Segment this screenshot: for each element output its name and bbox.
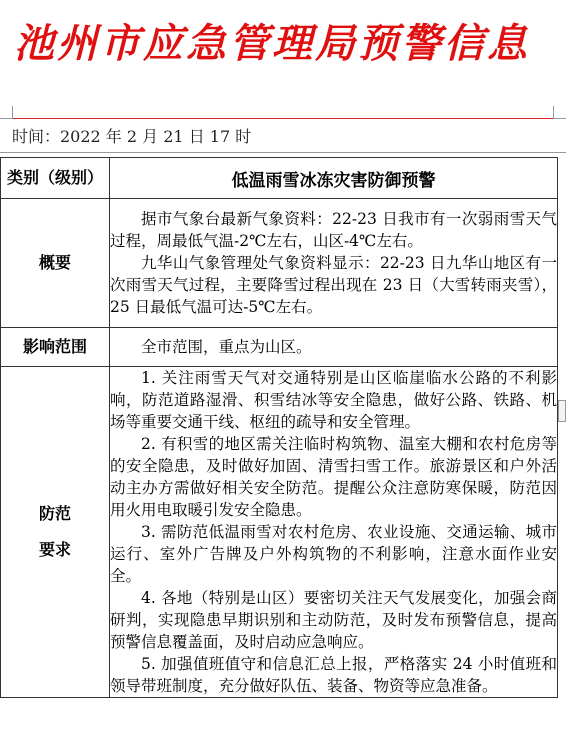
overview-label: 概要 — [1, 199, 110, 328]
corner-crop-mark-left — [0, 106, 13, 119]
overview-paragraph: 据市气象台最新气象资料：22-23 日我市有一次弱雨雪天气过程，周最低气温-2℃左右，山区-4℃左右。 — [110, 210, 557, 250]
category-value: 低温雨雪冰冻灾害防御预警 — [110, 158, 558, 199]
document-header — [0, 0, 566, 119]
requirement-item: 1. 关注雨雪天气对交通特别是山区临崖临水公路的不利影响，防范道路湿滑、积雪结冰等安全隐患，做好公路、铁路、机场等重要交通干线、枢纽的疏导和安全管理。 — [110, 369, 557, 431]
requirement-item: 4. 各地（特别是山区）要密切关注天气发展变化，加强会商研判，实现隐患早期识别和主动防范，及时发布预警信息，提高预警信息覆盖面，及时启动应急响应。 — [110, 589, 557, 651]
overview-paragraph: 九华山气象管理处气象资料显示：22-23 日九华山地区有一次雨雪天气过程，主要降雪过程出现在 23 日（大雪转雨夹雪），25 日最低气温可达-5℃左右。 — [110, 254, 557, 316]
warning-info-table — [0, 157, 558, 698]
scope-label: 影响范围 — [1, 328, 110, 367]
table-row-scope — [1, 328, 558, 367]
table-row-requirements — [1, 367, 558, 698]
table-row-overview — [1, 199, 558, 328]
overview-content — [110, 199, 558, 328]
requirements-label-line1: 防范 — [38, 504, 71, 523]
requirements-label — [1, 367, 110, 698]
corner-crop-mark-right — [553, 106, 566, 119]
requirements-content — [110, 367, 558, 698]
category-label: 类别（级别） — [1, 158, 110, 199]
requirement-item: 5. 加强值班值守和信息汇总上报，严格落实 24 小时值班和领导带班制度，充分做好队伍、装备、物资等应急准备。 — [110, 655, 557, 695]
scope-value: 全市范围，重点为山区。 — [141, 338, 312, 356]
scope-content — [110, 328, 558, 367]
issue-time: 时间：2022 年 2 月 21 日 17 时 — [12, 127, 252, 146]
requirements-label-line2: 要求 — [38, 540, 71, 559]
header-divider — [0, 152, 566, 153]
requirement-item: 2. 有积雪的地区需关注临时构筑物、温室大棚和农村危房等的安全隐患，及时做好加固、清雪扫雪工作。旅游景区和户外活动主办方需做好相关安全防范。提醒公众注意防寒保暖，防范因用火用电取暖引发安全隐患。 — [110, 435, 557, 519]
requirement-item: 3. 需防范低温雨雪对农村危房、农业设施、交通运输、城市运行、室外广告牌及户外构筑物的不利影响，注意水面作业安全。 — [110, 523, 557, 585]
table-row-category — [1, 158, 558, 199]
scrollbar-handle[interactable] — [558, 400, 566, 422]
document-title: 池州市应急管理局预警信息 — [14, 20, 530, 67]
